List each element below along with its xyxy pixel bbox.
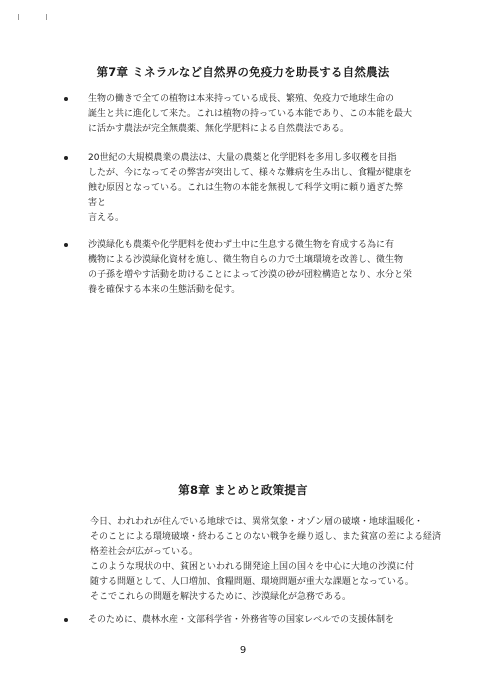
text-line: 養を確保する本来の生態活動を促す。 — [88, 285, 241, 295]
list-item — [60, 151, 420, 226]
text-line: 20世紀の大規模農業の農法は、大量の農薬と化学肥料を多用し多収穫を目指 — [88, 153, 397, 163]
text-line: 随する問題として、人口増加、食糧問題、環境問題が重大な課題となっている。 — [90, 577, 414, 587]
text-line: 機物による沙漠緑化資材を施し、微生物自らの力で土壌環境を改善し、微生物 — [88, 255, 404, 265]
text-line: そのために、農林水産・文部科学省・外務省等の国家レベルでの支援体制を — [88, 615, 395, 625]
scan-mark — [46, 14, 47, 20]
chapter8-heading: 第8章 まとめと政策提言 — [178, 483, 308, 497]
bullet-dot-icon — [64, 97, 68, 101]
text-line: このような現状の中、貧困といわれる開発途上国の国々を中心に大地の沙漠に付 — [90, 562, 415, 572]
bullet-dot-icon — [64, 618, 68, 622]
text-line: に活かす農法が完全無農薬、無化学肥料による自然農法である。 — [88, 124, 350, 134]
text-line: の子孫を増やす活動を助けることによって沙漠の砂が団粒構造となり、水分と栄 — [88, 270, 413, 280]
list-item — [60, 613, 420, 628]
text-line: 生物の働きで全ての植物は本来持っている成長、繁殖、免疫力で地球生命の — [88, 94, 395, 104]
scan-mark — [18, 14, 19, 20]
text-line: 蝕む原因となっている。これは生物の本能を無視して科学文明に頼り過ぎた弊 — [88, 183, 404, 193]
list-item — [60, 92, 420, 137]
text-line: 格差社会が広がっている。 — [90, 547, 199, 557]
chapter7-bullet-list — [60, 92, 420, 298]
chapter7-heading: 第7章 ミネラルなど自然界の免疫力を助長する自然農法 — [96, 65, 390, 79]
text-line: 沙漠緑化も農薬や化学肥料を使わず土中に生息する微生物を育成する為に有 — [88, 240, 395, 250]
bullet-dot-icon — [64, 243, 68, 247]
text-line: そこでこれらの問題を解決するために、沙漠緑化が急務である。 — [90, 592, 352, 602]
chapter8-bullet-list — [60, 613, 420, 628]
text-line: 今日、われわれが住んでいる地球では、異常気象・オゾン層の破壊・地球温暖化・ — [90, 517, 424, 527]
text-line: そのことによる環境破壊・終わることのない戦争を繰り返し、また貧富の差による経済 — [90, 532, 442, 542]
list-item — [60, 238, 420, 298]
text-line: 誕生と共に進化して来た。これは植物の持っている本能であり、この本能を最大 — [88, 109, 413, 119]
page-number: 9 — [239, 645, 247, 656]
bullet-dot-icon — [64, 156, 68, 160]
chapter8-paragraph — [90, 515, 442, 605]
text-line: 言える。 — [88, 213, 125, 223]
text-line: 害と — [88, 198, 107, 208]
text-line: したが、今になってその弊害が突出して、様々な難病を生み出し、食糧が健康を — [88, 168, 412, 178]
